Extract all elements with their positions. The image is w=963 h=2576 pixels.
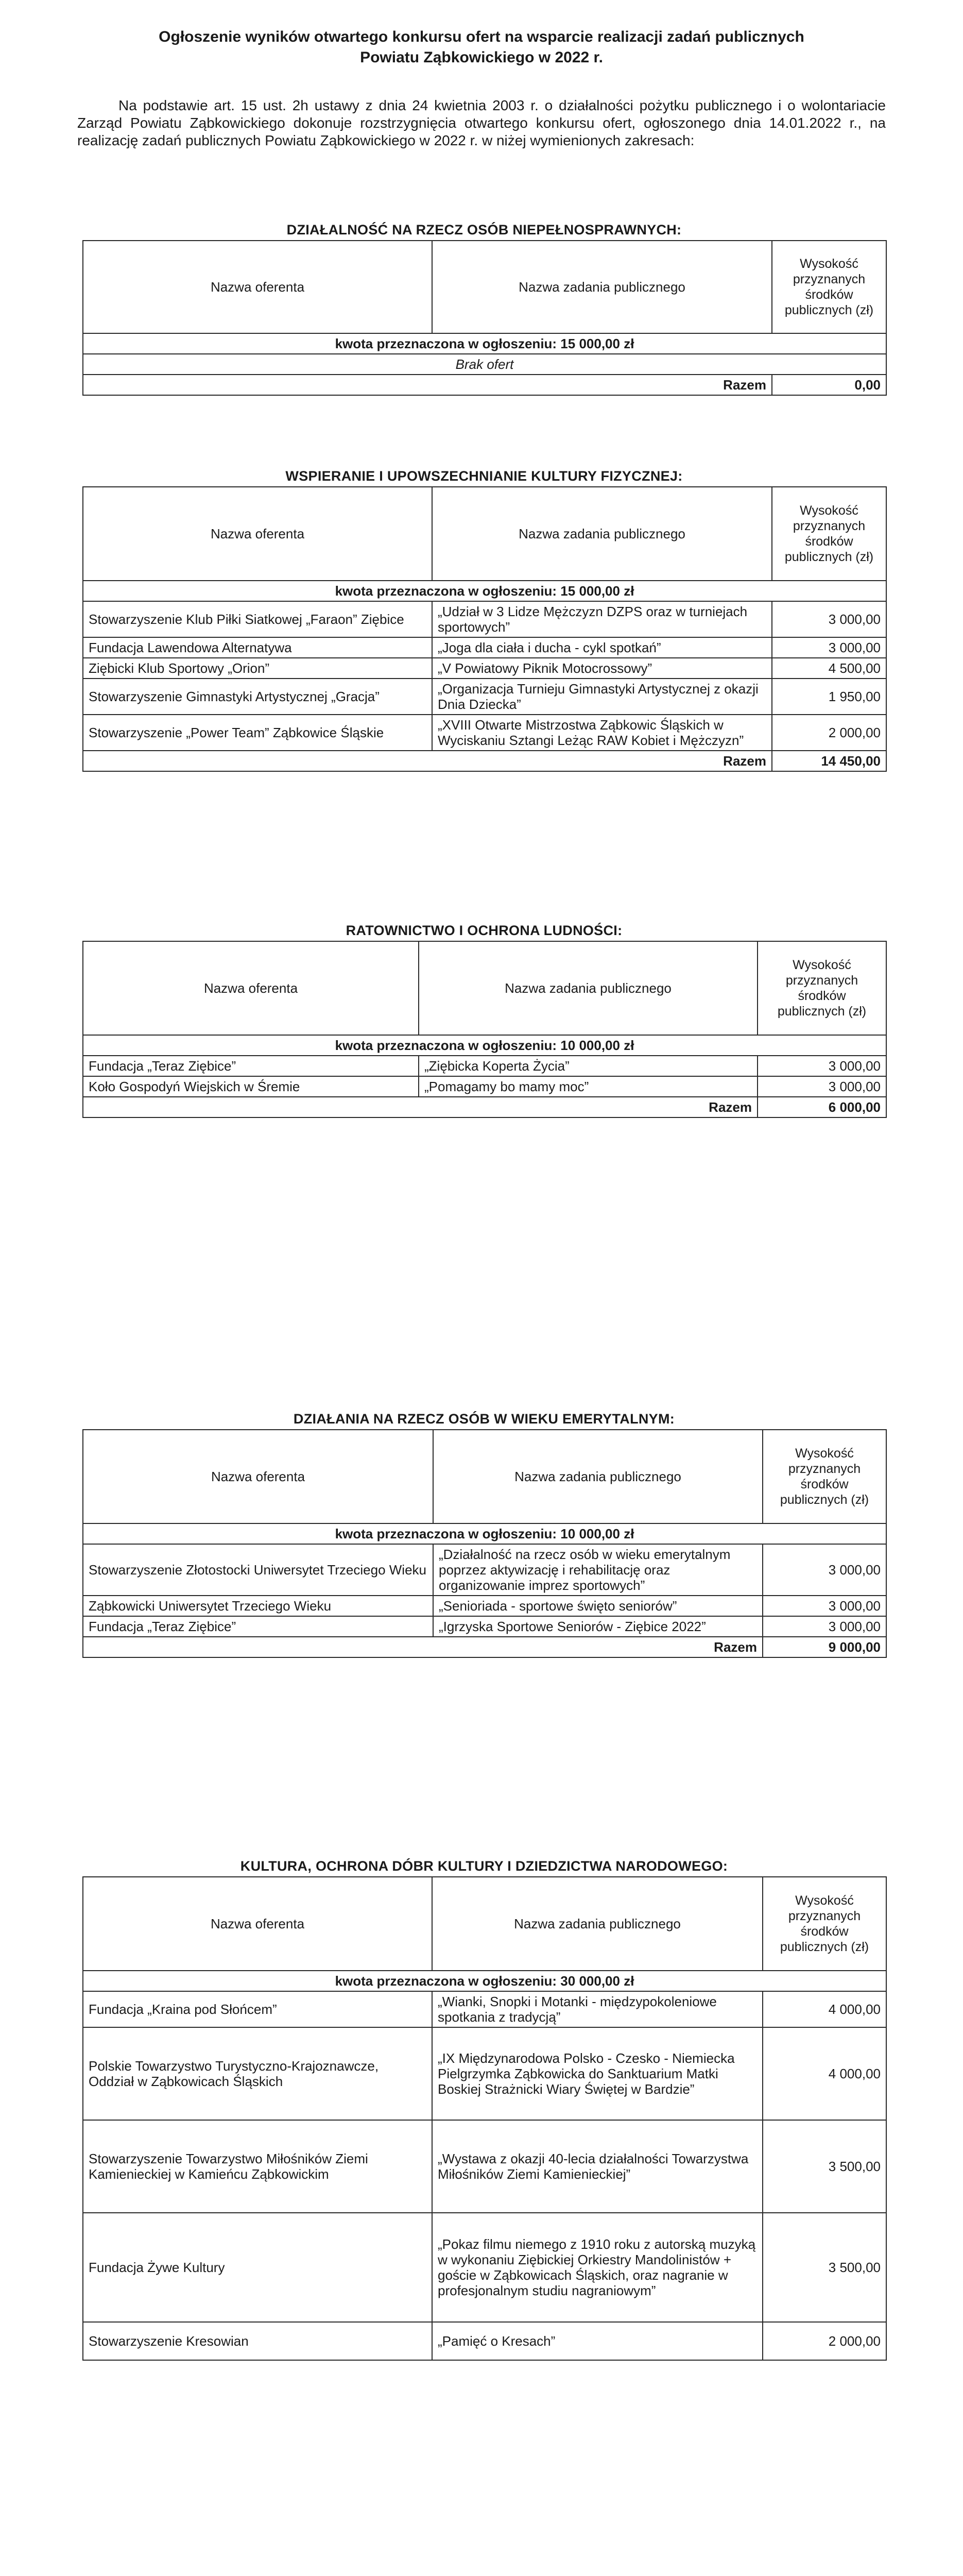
table-row: [83, 679, 886, 715]
kwota-cell: 3 000,00: [763, 1616, 886, 1637]
title-line-1: Ogłoszenie wyników otwartego konkursu ofert na wsparcie realizacji zadań publicznych: [159, 28, 804, 45]
table-row: [83, 2213, 886, 2322]
table-row: [83, 658, 886, 679]
table-row: [83, 715, 886, 751]
table-kultura: [82, 1876, 887, 2361]
col-header-zadanie: Nazwa zadania publicznego: [432, 241, 772, 333]
kwota-cell: 2 000,00: [763, 2322, 886, 2360]
kwota-cell: 3 000,00: [763, 1544, 886, 1596]
kwota-cell: 3 000,00: [758, 1056, 886, 1076]
oferent-cell: Stowarzyszenie Towarzystwo Miłośników Ziemi Kamienieckiej w Kamieńcu Ząbkowickim: [83, 2120, 432, 2213]
kwota-cell: 3 000,00: [763, 1596, 886, 1616]
oferent-cell: Stowarzyszenie Złotostocki Uniwersytet Trzeciego Wieku: [83, 1544, 433, 1596]
zadanie-cell: „Igrzyska Sportowe Seniorów - Ziębice 2022”: [433, 1616, 763, 1637]
oferent-cell: Fundacja Żywe Kultury: [83, 2213, 432, 2322]
brak-ofert-row: Brak ofert: [83, 354, 886, 375]
zadanie-cell: „Joga dla ciała i ducha - cykl spotkań”: [432, 637, 772, 658]
zadanie-cell: „Organizacja Turnieju Gimnastyki Artystycznej z okazji Dnia Dziecka”: [432, 679, 772, 715]
col-header-zadanie: Nazwa zadania publicznego: [419, 941, 758, 1035]
kwota-cell: 1 950,00: [772, 679, 886, 715]
oferent-cell: Fundacja „Teraz Ziębice”: [83, 1056, 419, 1076]
oferent-cell: Polskie Towarzystwo Turystyczno-Krajoznawcze, Oddział w Ząbkowicach Śląskich: [83, 2027, 432, 2120]
zadanie-cell: „Działalność na rzecz osób w wieku emerytalnym poprzez aktywizację i rehabilitację oraz organizowanie imprez sportowych”: [433, 1544, 763, 1596]
col-header-zadanie: Nazwa zadania publicznego: [433, 1430, 763, 1523]
razem-value: 6 000,00: [758, 1097, 886, 1117]
kwota-cell: 4 000,00: [763, 1991, 886, 2027]
title-line-2: Powiatu Ząbkowickiego w 2022 r.: [360, 49, 603, 66]
table-row: [83, 1991, 886, 2027]
document-title: [129, 27, 834, 68]
table-row: [83, 1596, 886, 1616]
table-row: [83, 2322, 886, 2360]
kwota-cell: 4 000,00: [763, 2027, 886, 2120]
section-heading-kultura-fizyczna: WSPIERANIE I UPOWSZECHNIANIE KULTURY FIZYCZNEJ:: [285, 468, 683, 484]
kwota-cell: 3 000,00: [758, 1076, 886, 1097]
col-header-oferent: Nazwa oferenta: [83, 1877, 432, 1971]
razem-value: 9 000,00: [763, 1637, 886, 1657]
kwota-row: kwota przeznaczona w ogłoszeniu: 15 000,00 zł: [83, 581, 886, 601]
kwota-row: kwota przeznaczona w ogłoszeniu: 10 000,00 zł: [83, 1035, 886, 1056]
razem-label: Razem: [83, 1097, 758, 1117]
col-header-zadanie: Nazwa zadania publicznego: [432, 487, 772, 581]
section-heading-ratownictwo: RATOWNICTWO I OCHRONA LUDNOŚCI:: [346, 923, 623, 938]
oferent-cell: Ząbkowicki Uniwersytet Trzeciego Wieku: [83, 1596, 433, 1616]
table-niepelnosprawni: [82, 240, 887, 396]
table-row: [83, 1544, 886, 1596]
table-row: [83, 1616, 886, 1637]
oferent-cell: Stowarzyszenie Gimnastyki Artystycznej „Gracja”: [83, 679, 432, 715]
col-header-oferent: Nazwa oferenta: [83, 941, 419, 1035]
col-header-oferent: Nazwa oferenta: [83, 241, 432, 333]
col-header-oferent: Nazwa oferenta: [83, 1430, 433, 1523]
zadanie-cell: „Wystawa z okazji 40-lecia działalności Towarzystwa Miłośników Ziemi Kamienieckiej”: [432, 2120, 763, 2213]
razem-value: 0,00: [772, 375, 886, 395]
zadanie-cell: „Senioriada - sportowe święto seniorów”: [433, 1596, 763, 1616]
intro-text: Na podstawie art. 15 ust. 2h ustawy z dnia 24 kwietnia 2003 r. o działalności pożytku publicznego i o wolontariacie Zarząd Powiatu Ząbkowickiego dokonuje rozstrzygnięcia otwartego konkursu ofert, ogłoszonego dnia 14.01.2022 r., na realizację zadań publicznych Powiatu Ząbkowickiego w 2022 r. w niżej wymienionych zakresach:: [77, 97, 886, 148]
razem-label: Razem: [83, 751, 772, 771]
col-header-wysokosc: Wysokość przyznanych środków publicznych (zł): [763, 1430, 886, 1523]
oferent-cell: Ziębicki Klub Sportowy „Orion”: [83, 658, 432, 679]
kwota-cell: 3 500,00: [763, 2213, 886, 2322]
oferent-cell: Stowarzyszenie „Power Team” Ząbkowice Śląskie: [83, 715, 432, 751]
zadanie-cell: „IX Międzynarodowa Polsko - Czesko - Niemiecka Pielgrzymka Ząbkowicka do Sanktuarium Matki Boskiej Strażnicki Wiary Świętej w Bardzie”: [432, 2027, 763, 2120]
col-header-wysokosc: Wysokość przyznanych środków publicznych (zł): [772, 241, 886, 333]
kwota-cell: 3 000,00: [772, 637, 886, 658]
oferent-cell: Fundacja „Kraina pod Słońcem”: [83, 1991, 432, 2027]
zadanie-cell: „Udział w 3 Lidze Mężczyzn DZPS oraz w turniejach sportowych”: [432, 601, 772, 637]
col-header-wysokosc: Wysokość przyznanych środków publicznych (zł): [763, 1877, 886, 1971]
col-header-wysokosc: Wysokość przyznanych środków publicznych (zł): [758, 941, 886, 1035]
kwota-row: kwota przeznaczona w ogłoszeniu: 10 000,00 zł: [83, 1523, 886, 1544]
oferent-cell: Stowarzyszenie Klub Piłki Siatkowej „Faraon” Ziębice: [83, 601, 432, 637]
razem-value: 14 450,00: [772, 751, 886, 771]
col-header-zadanie: Nazwa zadania publicznego: [432, 1877, 763, 1971]
table-row: [83, 601, 886, 637]
table-row: [83, 1056, 886, 1076]
zadanie-cell: „Pomagamy bo mamy moc”: [419, 1076, 758, 1097]
col-header-wysokosc: Wysokość przyznanych środków publicznych (zł): [772, 487, 886, 581]
section-heading-kultura: KULTURA, OCHRONA DÓBR KULTURY I DZIEDZICTWA NARODOWEGO:: [240, 1858, 728, 1874]
oferent-cell: Fundacja „Teraz Ziębice”: [83, 1616, 433, 1637]
table-emeryci: [82, 1429, 887, 1658]
table-kultura-fizyczna: [82, 486, 887, 772]
kwota-row: kwota przeznaczona w ogłoszeniu: 15 000,00 zł: [83, 333, 886, 354]
kwota-row: kwota przeznaczona w ogłoszeniu: 30 000,00 zł: [83, 1971, 886, 1991]
kwota-cell: 4 500,00: [772, 658, 886, 679]
razem-label: Razem: [83, 375, 772, 395]
zadanie-cell: „Pokaz filmu niemego z 1910 roku z autorską muzyką w wykonaniu Ziębickiej Orkiestry Mandolinistów + goście w Ząbkowicach Śląskich, oraz nagranie w profesjonalnym studiu nagraniowym”: [432, 2213, 763, 2322]
table-row: [83, 2120, 886, 2213]
table-row: [83, 2027, 886, 2120]
kwota-cell: 2 000,00: [772, 715, 886, 751]
section-heading-niepelnosprawni: DZIAŁALNOŚĆ NA RZECZ OSÓB NIEPEŁNOSPRAWNYCH:: [286, 222, 682, 238]
zadanie-cell: „Wianki, Snopki i Motanki - międzypokoleniowe spotkania z tradycją”: [432, 1991, 763, 2027]
oferent-cell: Stowarzyszenie Kresowian: [83, 2322, 432, 2360]
oferent-cell: Koło Gospodyń Wiejskich w Śremie: [83, 1076, 419, 1097]
razem-label: Razem: [83, 1637, 763, 1657]
zadanie-cell: „V Powiatowy Piknik Motocrossowy”: [432, 658, 772, 679]
zadanie-cell: „Pamięć o Kresach”: [432, 2322, 763, 2360]
section-heading-emeryci: DZIAŁANIA NA RZECZ OSÓB W WIEKU EMERYTALNYM:: [293, 1411, 675, 1427]
zadanie-cell: „XVIII Otwarte Mistrzostwa Ząbkowic Śląskich w Wyciskaniu Sztangi Leżąc RAW Kobiet i Mężczyzn”: [432, 715, 772, 751]
intro-paragraph: [77, 97, 886, 149]
zadanie-cell: „Ziębicka Koperta Życia”: [419, 1056, 758, 1076]
oferent-cell: Fundacja Lawendowa Alternatywa: [83, 637, 432, 658]
col-header-oferent: Nazwa oferenta: [83, 487, 432, 581]
table-ratownictwo: [82, 941, 887, 1118]
kwota-cell: 3 000,00: [772, 601, 886, 637]
table-row: [83, 637, 886, 658]
kwota-cell: 3 500,00: [763, 2120, 886, 2213]
table-row: [83, 1076, 886, 1097]
